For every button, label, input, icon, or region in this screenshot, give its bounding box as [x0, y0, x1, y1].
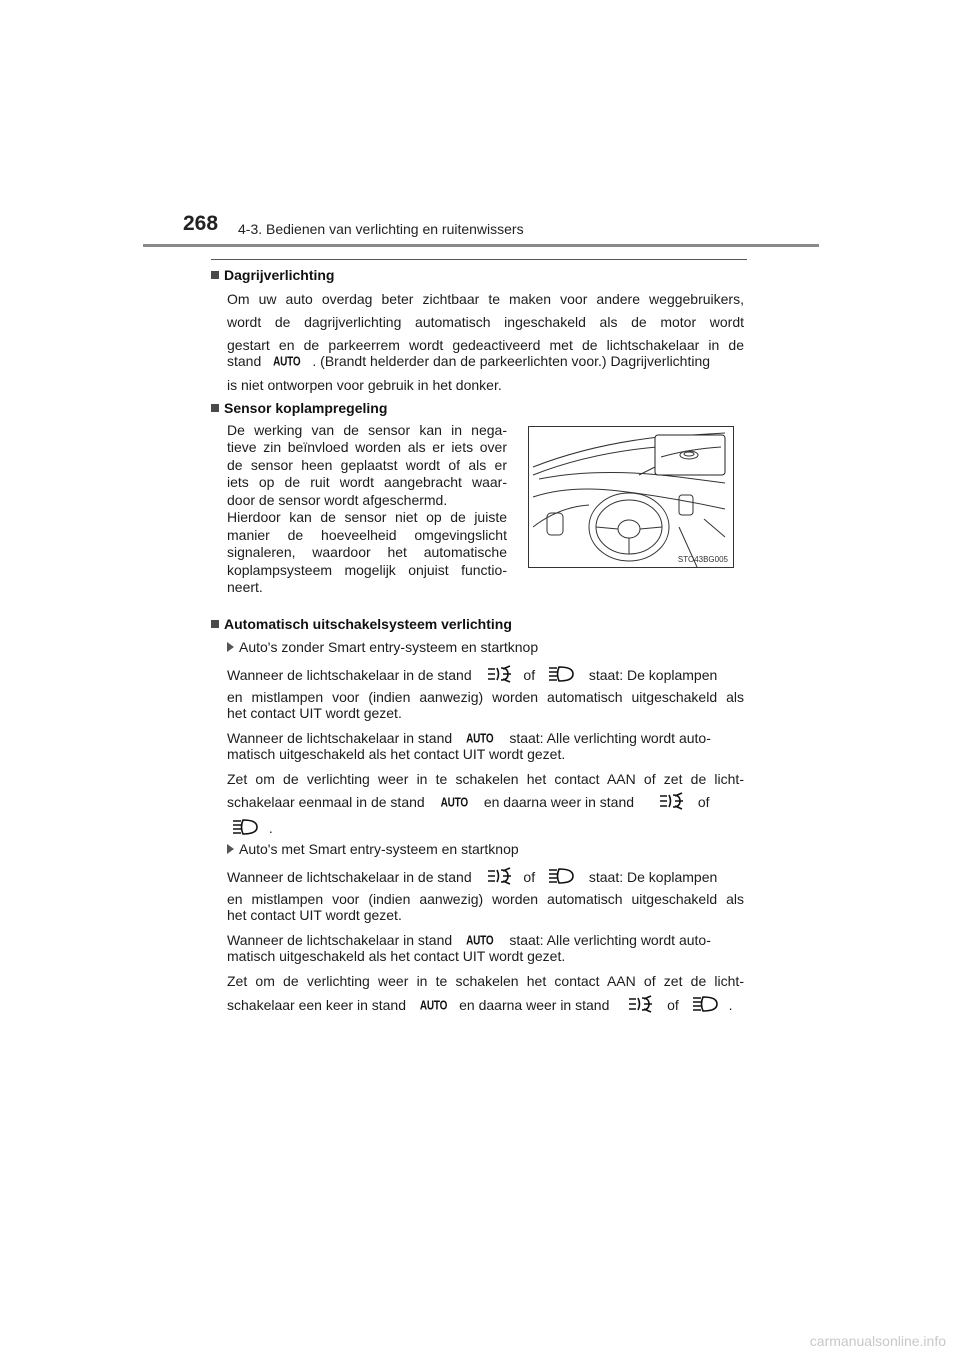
- tail-light-icon: [231, 818, 259, 841]
- sensor-line-3: de sensor heen geplaatst wordt of als er: [227, 457, 507, 473]
- drl-line-5: is niet ontworpen voor gebruik in het donker.: [227, 377, 502, 393]
- header-rule: [143, 244, 819, 247]
- bullet-square-icon: [211, 404, 219, 412]
- p3a-line-1: Zet om de verlichting weer in te schakelen het contact AAN of zet de licht-: [227, 771, 744, 787]
- bullet-square-icon: [211, 271, 219, 279]
- p3a-line-2: schakelaar eenmaal in de stand AUTO en daarna weer in stand of: [227, 792, 744, 815]
- drl-line-2: wordt de dagrijverlichting automatisch ingeschakeld als de motor wordt: [227, 314, 744, 330]
- sensor-line-8: signaleren, waardoor het automatische: [227, 544, 507, 560]
- sensor-line-10: neert.: [227, 579, 263, 595]
- drl-line-3: gestart en de parkeerrem wordt gedeactiveerd met de lichtschakelaar in de: [227, 337, 744, 353]
- dashboard-drawing: [529, 427, 733, 567]
- section-rule: [211, 259, 747, 260]
- sensor-line-1: De werking van de sensor kan in nega-: [227, 422, 507, 438]
- chapter-title: 4-3. Bedienen van verlichting en ruitenwissers: [238, 221, 524, 237]
- auto-position-icon: AUTO: [466, 934, 494, 949]
- headlight-icon: [486, 665, 512, 688]
- tail-light-icon: [547, 665, 575, 688]
- drl-line-1: Om uw auto overdag beter zichtbaar te maken voor andere weggebruikers,: [227, 291, 744, 307]
- p1a-line-1: Wanneer de lichtschakelaar in de stand of staat: De koplampen: [227, 665, 744, 688]
- auto-position-icon: AUTO: [440, 796, 468, 811]
- p1a-line-3: het contact UIT wordt gezet.: [227, 705, 402, 721]
- sensor-line-6: Hierdoor kan de sensor niet op de juiste: [227, 509, 507, 525]
- headlight-icon: [627, 995, 653, 1018]
- sensor-line-4: iets op de ruit wordt aangebracht waar-: [227, 474, 507, 490]
- dashboard-sensor-illustration: [528, 426, 734, 568]
- drl-heading: Dagrijverlichting: [211, 266, 334, 285]
- triangle-bullet-icon: [227, 642, 234, 652]
- p1a-line-2: en mistlampen voor (indien aanwezig) worden automatisch uitgeschakeld als: [227, 689, 744, 705]
- p3b-line-2: schakelaar een keer in stand AUTO en daarna weer in stand of .: [227, 995, 744, 1018]
- p3a-line-3: .: [231, 818, 273, 841]
- headlight-icon: [486, 867, 512, 890]
- auto-position-icon: AUTO: [273, 355, 301, 370]
- tail-light-icon: [547, 867, 575, 890]
- sensor-line-5: door de sensor wordt afgeschermd.: [227, 492, 448, 508]
- subheading-smart-entry: Auto's met Smart entry-systeem en startknop: [227, 840, 519, 859]
- sensor-line-9: koplampsysteem mogelijk onjuist functio-: [227, 562, 507, 578]
- autooff-heading: Automatisch uitschakelsysteem verlichting: [211, 615, 512, 634]
- figure-code: STO43BG005: [677, 555, 728, 564]
- p1b-line-3: het contact UIT wordt gezet.: [227, 907, 402, 923]
- bullet-square-icon: [211, 620, 219, 628]
- tail-light-icon: [691, 995, 719, 1018]
- sensor-heading: Sensor koplampregeling: [211, 399, 387, 418]
- p2a-line-1: Wanneer de lichtschakelaar in stand AUTO staat: Alle verlichting wordt auto-: [227, 729, 744, 749]
- p1b-line-2: en mistlampen voor (indien aanwezig) worden automatisch uitgeschakeld als: [227, 891, 744, 907]
- p2b-line-2: matisch uitgeschakeld als het contact UIT wordt gezet.: [227, 948, 566, 964]
- headlight-icon: [658, 792, 684, 815]
- watermark: carmanualsonline.info: [809, 1333, 946, 1349]
- sensor-line-7: manier de hoeveelheid omgevingslicht: [227, 527, 507, 543]
- drl-line-4: stand AUTO . (Brandt helderder dan de parkeerlichten voor.) Dagrijverlichting: [227, 352, 744, 372]
- p2a-line-2: matisch uitgeschakeld als het contact UIT wordt gezet.: [227, 746, 566, 762]
- page-number: 268: [183, 212, 219, 235]
- sensor-line-2: tieve zin beïnvloed worden als er iets over: [227, 439, 507, 455]
- auto-position-icon: AUTO: [466, 732, 494, 747]
- triangle-bullet-icon: [227, 844, 234, 854]
- subheading-no-smart-entry: Auto's zonder Smart entry-systeem en startknop: [227, 638, 538, 657]
- p2b-line-1: Wanneer de lichtschakelaar in stand AUTO staat: Alle verlichting wordt auto-: [227, 931, 744, 951]
- p3b-line-1: Zet om de verlichting weer in te schakelen het contact AAN of zet de licht-: [227, 973, 744, 989]
- p1b-line-1: Wanneer de lichtschakelaar in de stand of staat: De koplampen: [227, 867, 744, 890]
- auto-position-icon: AUTO: [419, 999, 448, 1014]
